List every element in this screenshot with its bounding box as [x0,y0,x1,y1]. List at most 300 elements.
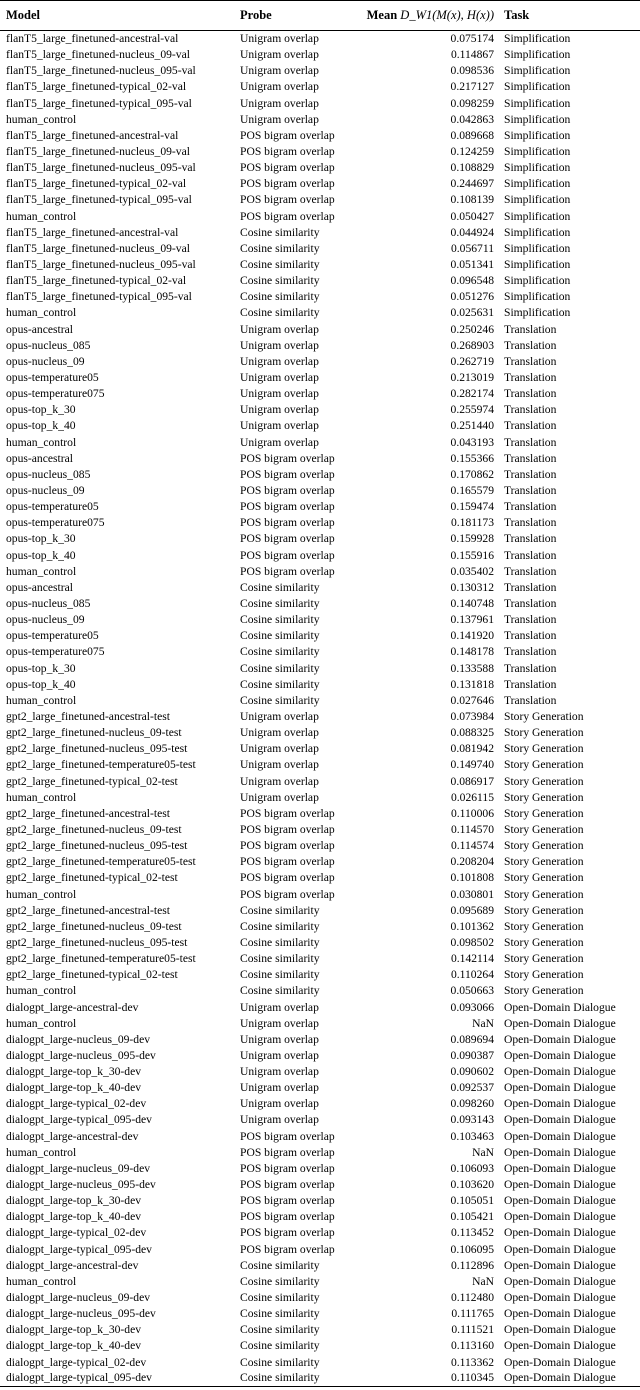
cell-model: flanT5_large_finetuned-typical_02-val [6,177,187,191]
cell-model: flanT5_large_finetuned-nucleus_095-val [6,161,196,175]
cell-model: human_control [6,790,77,804]
cell-probe: Unigram overlap [240,403,319,417]
cell-probe: Unigram overlap [240,322,319,336]
cell-mean: 0.268903 [450,338,494,352]
table-row [0,1257,640,1273]
cell-probe: Cosine similarity [240,306,320,320]
table-row [0,644,640,660]
cell-probe: Unigram overlap [240,1048,319,1062]
cell-probe: Cosine similarity [240,274,320,288]
cell-task: Simplification [504,48,571,62]
cell-mean: 0.073984 [450,709,494,723]
table-row [0,434,640,450]
cell-task: Translation [504,484,557,497]
cell-probe: Unigram overlap [240,371,319,385]
table-row [0,1096,640,1112]
table-row [0,1128,640,1144]
table-row [0,708,640,724]
table-row [0,321,640,337]
cell-task: Open-Domain Dialogue [504,1129,616,1143]
table-row [0,1160,640,1176]
cell-probe: POS bigram overlap [240,822,335,836]
cell-probe: Unigram overlap [240,1032,319,1046]
cell-probe: Cosine similarity [240,241,320,255]
cell-task: Story Generation [504,822,584,836]
cell-mean: NaN [472,1274,494,1288]
cell-mean: 0.110345 [352,1370,498,1386]
cell-task: Story Generation [504,952,584,966]
cell-model: dialogpt_large-nucleus_095-dev [6,1048,156,1062]
cell-task: Open-Domain Dialogue [504,1065,616,1079]
cell-task: Open-Domain Dialogue [504,1307,616,1321]
cell-model: human_control [6,693,77,707]
cell-mean: 0.051341 [450,258,494,272]
cell-probe: Unigram overlap [240,742,319,756]
table-row [0,515,640,531]
cell-mean: 0.250246 [450,322,494,336]
cell-probe: POS bigram overlap [240,548,335,562]
cell-mean: 0.103463 [450,1129,494,1143]
cell-probe: Unigram overlap [240,709,319,723]
cell-model: dialogpt_large-nucleus_095-dev [6,1307,156,1321]
cell-model: dialogpt_large-ancestral-dev [6,1258,139,1272]
table-row [0,1289,640,1305]
cell-task: Open-Domain Dialogue [504,1210,616,1224]
cell-model: dialogpt_large-ancestral-dev [6,1129,139,1143]
cell-mean: 0.108829 [450,161,494,175]
table-row [0,1015,640,1031]
cell-probe: Cosine similarity [240,258,320,272]
cell-model: flanT5_large_finetuned-ancestral-val [6,128,179,142]
table-row [0,563,640,579]
cell-task: Simplification [504,209,571,223]
cell-mean: 0.133588 [450,661,494,675]
table-row [0,289,640,305]
cell-mean: NaN [472,1016,494,1030]
cell-mean: 0.106095 [450,1242,494,1256]
cell-task: Open-Domain Dialogue [504,1242,616,1256]
cell-mean: 0.110006 [450,806,494,820]
cell-model: opus-top_k_40 [6,548,76,562]
table-row [0,273,640,289]
table-row [0,369,640,385]
table-row [0,918,640,934]
cell-probe: Cosine similarity [240,596,320,610]
cell-mean: 0.098502 [450,935,494,949]
cell-mean: 0.106093 [450,1161,494,1175]
cell-model: dialogpt_large-typical_02-dev [6,1226,147,1240]
cell-task: Translation [504,516,557,530]
cell-task: Translation [504,387,557,401]
cell-model: human_control [6,984,77,998]
cell-probe: POS bigram overlap [240,467,335,481]
cell-task: Simplification [504,161,571,175]
cell-probe: Cosine similarity [240,580,320,594]
cell-model: human_control [6,112,77,126]
cell-task: Open-Domain Dialogue [504,1145,616,1159]
table-row [0,1209,640,1225]
cell-mean: 0.093066 [450,1000,494,1014]
table-header [0,1,640,31]
cell-model: flanT5_large_finetuned-typical_02-val [6,80,187,94]
cell-mean: 0.141920 [450,629,494,643]
cell-mean: 0.113362 [450,1355,494,1369]
cell-probe: Unigram overlap [240,419,319,433]
cell-model: human_control [6,435,77,449]
cell-model: flanT5_large_finetuned-nucleus_09-val [6,241,190,255]
cell-mean: 0.092537 [450,1081,494,1095]
cell-task: Open-Domain Dialogue [498,1370,640,1386]
table-row [0,757,640,773]
table-row [0,628,640,644]
cell-probe: Cosine similarity [240,984,320,998]
cell-probe: POS bigram overlap [240,1161,335,1175]
cell-model: flanT5_large_finetuned-nucleus_09-val [6,48,190,62]
table-row [0,1047,640,1063]
cell-task: Translation [504,661,557,675]
cell-mean: 0.050427 [450,209,494,223]
cell-model: dialogpt_large-top_k_40-dev [6,1339,142,1353]
cell-probe: POS bigram overlap [240,193,335,207]
cell-probe: Cosine similarity [240,677,320,691]
cell-task: Simplification [504,274,571,288]
cell-mean: 0.090602 [450,1065,494,1079]
cell-mean: 0.131818 [450,677,494,691]
table-row [0,79,640,95]
cell-model: opus-temperature075 [6,387,105,401]
cell-task: Translation [504,645,557,659]
cell-task: Open-Domain Dialogue [504,1291,616,1305]
cell-task: Translation [504,435,557,449]
cell-task: Translation [504,564,557,578]
table-row [0,789,640,805]
cell-model: dialogpt_large-typical_095-dev [6,1242,152,1256]
cell-model: gpt2_large_finetuned-ancestral-test [6,903,170,917]
table-row [0,1338,640,1354]
cell-model: opus-top_k_30 [6,403,76,417]
cell-model: opus-temperature05 [6,500,99,514]
table-row [0,547,640,563]
cell-probe: Unigram overlap [240,112,319,126]
cell-model: gpt2_large_finetuned-nucleus_095-test [6,839,188,853]
cell-model: dialogpt_large-typical_02-dev [6,1355,147,1369]
table-row [0,660,640,676]
cell-mean: 0.030801 [450,887,494,901]
cell-task: Translation [504,580,557,594]
cell-mean: 0.105421 [450,1210,494,1224]
cell-model: opus-nucleus_085 [6,596,91,610]
cell-mean: 0.110264 [450,968,494,982]
cell-probe: Unigram overlap [240,790,319,804]
cell-model: opus-nucleus_085 [6,338,91,352]
cell-model: dialogpt_large-nucleus_09-dev [6,1291,151,1305]
cell-model: flanT5_large_finetuned-typical_095-val [6,96,192,110]
cell-mean: 0.044924 [450,225,494,239]
cell-mean: 0.111765 [451,1307,494,1321]
cell-task: Story Generation [504,871,584,885]
cell-model: flanT5_large_finetuned-ancestral-val [6,225,179,239]
header-model: Model [0,1,234,31]
cell-probe: Unigram overlap [240,1097,319,1111]
cell-probe: POS bigram overlap [240,532,335,546]
cell-task: Simplification [504,177,571,191]
table-row [0,531,640,547]
cell-probe: Cosine similarity [240,613,320,627]
cell-task: Simplification [504,225,571,239]
table-row [0,1370,640,1386]
cell-model: dialogpt_large-top_k_30-dev [6,1065,142,1079]
cell-probe: Cosine similarity [240,952,320,966]
cell-task: Simplification [504,290,571,304]
cell-model: opus-temperature075 [6,645,105,659]
cell-mean: 0.090387 [450,1048,494,1062]
cell-probe: Unigram overlap [240,387,319,401]
cell-task: Open-Domain Dialogue [504,1113,616,1127]
cell-probe: Cosine similarity [234,1370,352,1386]
cell-task: Open-Domain Dialogue [504,1032,616,1046]
table-row [0,224,640,240]
cell-probe: Unigram overlap [240,354,319,368]
cell-task: Open-Domain Dialogue [504,1097,616,1111]
cell-probe: POS bigram overlap [240,177,335,191]
cell-mean: 0.113452 [450,1226,494,1240]
cell-probe: Cosine similarity [240,1339,320,1353]
cell-task: Translation [504,338,557,352]
cell-mean: 0.089668 [450,128,494,142]
cell-mean: 0.103620 [450,1178,494,1192]
cell-mean: 0.042863 [450,112,494,126]
table-row [0,1112,640,1128]
table-row [0,1031,640,1047]
cell-task: Simplification [504,96,571,110]
cell-mean: 0.113160 [450,1339,494,1353]
cell-mean: 0.075174 [450,32,494,46]
table-row [0,240,640,256]
cell-mean: 0.159474 [450,500,494,514]
table-row [0,1273,640,1289]
table-row [0,63,640,79]
cell-task: Story Generation [504,758,584,772]
cell-probe: POS bigram overlap [240,839,335,853]
cell-model: opus-ancestral [6,451,73,465]
cell-model: gpt2_large_finetuned-temperature05-test [6,952,196,966]
cell-task: Story Generation [504,984,584,998]
cell-task: Story Generation [504,855,584,869]
cell-probe: Unigram overlap [240,338,319,352]
cell-model: dialogpt_large-top_k_40-dev [6,1081,142,1095]
cell-task: Story Generation [504,709,584,723]
cell-probe: Cosine similarity [240,935,320,949]
header-task: Task [498,1,640,31]
cell-probe: POS bigram overlap [240,209,335,223]
cell-probe: POS bigram overlap [240,128,335,142]
table-body [0,31,640,1387]
cell-task: Translation [504,629,557,643]
cell-probe: POS bigram overlap [240,1194,335,1208]
table-row [0,725,640,741]
cell-task: Story Generation [504,968,584,982]
cell-mean: 0.114570 [450,822,494,836]
cell-model: human_control [6,1016,77,1030]
cell-task: Translation [504,532,557,546]
cell-probe: Cosine similarity [240,661,320,675]
cell-mean: 0.105051 [450,1194,494,1208]
cell-mean: 0.101808 [450,871,494,885]
cell-probe: Cosine similarity [240,1323,320,1337]
cell-mean: 0.027646 [450,693,494,707]
cell-task: Simplification [504,241,571,255]
cell-model: flanT5_large_finetuned-typical_095-val [6,290,192,304]
table-row [0,176,640,192]
table-row [0,482,640,498]
cell-probe: POS bigram overlap [240,871,335,885]
cell-model: gpt2_large_finetuned-nucleus_09-test [6,822,182,836]
cell-model: dialogpt_large-nucleus_095-dev [6,1178,156,1192]
table-row [0,208,640,224]
table-row [0,870,640,886]
cell-probe: POS bigram overlap [240,1210,335,1224]
table-row [0,886,640,902]
cell-mean: 0.159928 [450,532,494,546]
cell-model: opus-ancestral [6,322,73,336]
table-row [0,1241,640,1257]
cell-probe: Cosine similarity [240,225,320,239]
cell-task: Story Generation [504,726,584,740]
cell-mean: 0.114574 [450,839,494,853]
cell-probe: POS bigram overlap [240,516,335,530]
cell-task: Story Generation [504,919,584,933]
table-row [0,999,640,1015]
cell-probe: POS bigram overlap [240,1145,335,1159]
cell-mean: 0.155366 [450,451,494,465]
cell-probe: Unigram overlap [240,774,319,788]
cell-model: dialogpt_large-top_k_30-dev [6,1194,142,1208]
table-row [0,1306,640,1322]
cell-mean: 0.181173 [450,516,494,530]
cell-task: Simplification [504,193,571,207]
table-row [0,595,640,611]
cell-probe: POS bigram overlap [240,1129,335,1143]
cell-task: Simplification [504,258,571,272]
cell-task: Story Generation [504,839,584,853]
cell-probe: Unigram overlap [240,758,319,772]
cell-model: gpt2_large_finetuned-nucleus_095-test [6,742,188,756]
cell-task: Open-Domain Dialogue [504,1258,616,1272]
table-row [0,821,640,837]
cell-task: Simplification [504,32,571,46]
cell-model: gpt2_large_finetuned-nucleus_09-test [6,726,182,740]
table-row [0,1064,640,1080]
cell-task: Open-Domain Dialogue [504,1274,616,1288]
cell-model: human_control [6,306,77,320]
cell-mean: 0.093143 [450,1113,494,1127]
table-row [0,386,640,402]
table-row [0,983,640,999]
cell-task: Open-Domain Dialogue [504,1178,616,1192]
cell-task: Story Generation [504,806,584,820]
cell-probe: Cosine similarity [240,968,320,982]
table-row [0,951,640,967]
table-row [0,418,640,434]
cell-mean: 0.137961 [450,613,494,627]
header-mean-math: D_W1(M(x), H(x)) [400,8,494,22]
cell-model: gpt2_large_finetuned-typical_02-test [6,774,178,788]
cell-model: human_control [6,564,77,578]
table-row [0,256,640,272]
cell-task: Open-Domain Dialogue [504,1000,616,1014]
cell-mean: 0.088325 [450,726,494,740]
cell-probe: Cosine similarity [240,629,320,643]
cell-mean: 0.051276 [450,290,494,304]
cell-mean: 0.148178 [450,645,494,659]
cell-task: Translation [504,403,557,417]
cell-mean: 0.026115 [450,790,494,804]
cell-mean: 0.140748 [450,596,494,610]
cell-task: Simplification [504,306,571,320]
table-row [0,676,640,692]
cell-mean: 0.098536 [450,64,494,78]
cell-probe: Unigram overlap [240,726,319,740]
cell-model: human_control [6,209,77,223]
cell-model: flanT5_large_finetuned-nucleus_095-val [6,258,196,272]
cell-mean: 0.108139 [450,193,494,207]
table-row [0,934,640,950]
cell-mean: 0.096548 [450,274,494,288]
cell-model: opus-top_k_30 [6,661,76,675]
cell-probe: Unigram overlap [240,1016,319,1030]
table-row [0,1176,640,1192]
cell-task: Simplification [504,112,571,126]
cell-model: flanT5_large_finetuned-ancestral-val [6,32,179,46]
cell-model: dialogpt_large-typical_02-dev [6,1097,147,1111]
cell-probe: POS bigram overlap [240,887,335,901]
cell-probe: POS bigram overlap [240,500,335,514]
cell-mean: 0.112896 [450,1258,494,1272]
cell-probe: Cosine similarity [240,1291,320,1305]
cell-mean: 0.095689 [450,903,494,917]
cell-model: opus-nucleus_09 [6,613,85,627]
cell-task: Open-Domain Dialogue [504,1194,616,1208]
cell-model: human_control [6,1274,77,1288]
cell-model: gpt2_large_finetuned-nucleus_09-test [6,919,182,933]
cell-mean: 0.114867 [450,48,494,62]
cell-probe: Unigram overlap [240,80,319,94]
table-row [0,902,640,918]
cell-mean: 0.251440 [450,419,494,433]
table-row [0,1080,640,1096]
cell-probe: Cosine similarity [240,903,320,917]
cell-probe: Cosine similarity [240,1355,320,1369]
table-row [0,773,640,789]
header-probe: Probe [234,1,352,31]
cell-probe: Cosine similarity [240,919,320,933]
table-row [0,805,640,821]
cell-task: Open-Domain Dialogue [504,1226,616,1240]
cell-model: opus-ancestral [6,580,73,594]
cell-mean: 0.089694 [450,1032,494,1046]
cell-task: Translation [504,596,557,610]
cell-probe: Unigram overlap [240,1081,319,1095]
table-row [0,192,640,208]
cell-mean: 0.149740 [450,758,494,772]
cell-probe: Unigram overlap [240,32,319,46]
table-row [0,47,640,63]
table-row [0,466,640,482]
cell-task: Simplification [504,128,571,142]
cell-probe: POS bigram overlap [240,855,335,869]
cell-probe: POS bigram overlap [240,1242,335,1256]
cell-task: Translation [504,693,557,707]
